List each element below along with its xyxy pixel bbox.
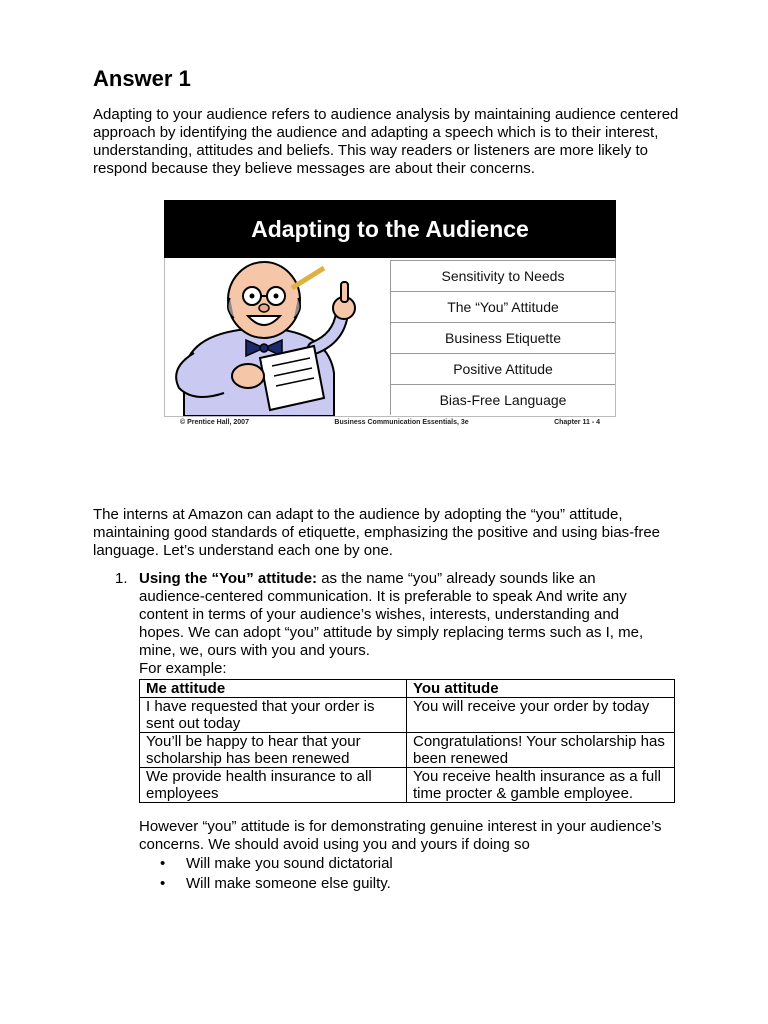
table-header-row [140,680,675,698]
interns-paragraph: The interns at Amazon can adapt to the audience by adopting the “you” attitude, maintaining good standards of etiquette, emphasizing the positive and using bias-free language. Let’s understand each one by one. [93,506,661,559]
list-item-you-attitude [139,570,659,678]
slide-footer-copyright: © Prentice Hall, 2007 [180,419,249,426]
list-item-title: Using the “You” attitude: [139,570,318,587]
slide-item-positive-attitude: Positive Attitude [390,353,615,384]
intro-paragraph: Adapting to your audience refers to audience analysis by maintaining audience centered approach by identifying the audience and adapting a speech which is to their interest, understanding, attitudes and beliefs. This way readers or listeners are more likely to respond because they believe messages are about their concerns. [93,106,679,177]
table-cell: We provide health insurance to all employees [140,768,407,803]
table-cell: You’ll be happy to hear that your scholarship has been renewed [140,733,407,768]
table-cell: I have requested that your order is sent out today [140,698,407,733]
bullet-text: Will make someone else guilty. [186,875,391,892]
table-cell: You receive health insurance as a full time procter & gamble employee. [407,768,675,803]
slide-item-sensitivity: Sensitivity to Needs [390,260,615,291]
slide-footer-chapter: Chapter 11 - 4 [554,419,600,426]
slide-item-you-attitude: The “You” Attitude [390,291,615,322]
bullet-icon: • [160,855,166,872]
slide-footer-book: Business Communication Essentials, 3e [334,419,469,426]
bullet-list [160,854,393,894]
slide-item-bias-free: Bias-Free Language [390,384,615,415]
table-cell: You will receive your order by today [407,698,675,733]
businessman-cartoon-icon [164,258,390,416]
bullet-text: Will make you sound dictatorial [186,855,393,872]
bullet-icon: • [160,875,166,892]
page-heading: Answer 1 [93,66,191,91]
attitude-table [139,679,675,803]
list-item [160,874,393,894]
table-row [140,733,675,768]
list-item-text: as the name “you” already sounds like an audience-centered communication. It is preferable to speak And write any content in terms of your audience’s wishes, interests, understanding and hopes. We can adopt “you” attitude by simply replacing terms such as I, me, mine, we, ours with you and yours. [139,570,644,659]
table-row [140,768,675,803]
slide-footer [180,419,600,426]
however-paragraph: However “you” attitude is for demonstrating genuine interest in your audience’s concerns. We should avoid using you and yours if doing so [139,818,662,853]
table-header-you: You attitude [407,680,675,698]
table-header-me: Me attitude [140,680,407,698]
table-cell: Congratulations! Your scholarship has been renewed [407,733,675,768]
list-number: 1. [115,570,128,587]
adapting-audience-slide [164,200,616,440]
slide-item-etiquette: Business Etiquette [390,322,615,353]
table-row [140,698,675,733]
example-label: For example: [139,660,227,677]
list-item [160,854,393,874]
slide-title: Adapting to the Audience [164,200,616,258]
